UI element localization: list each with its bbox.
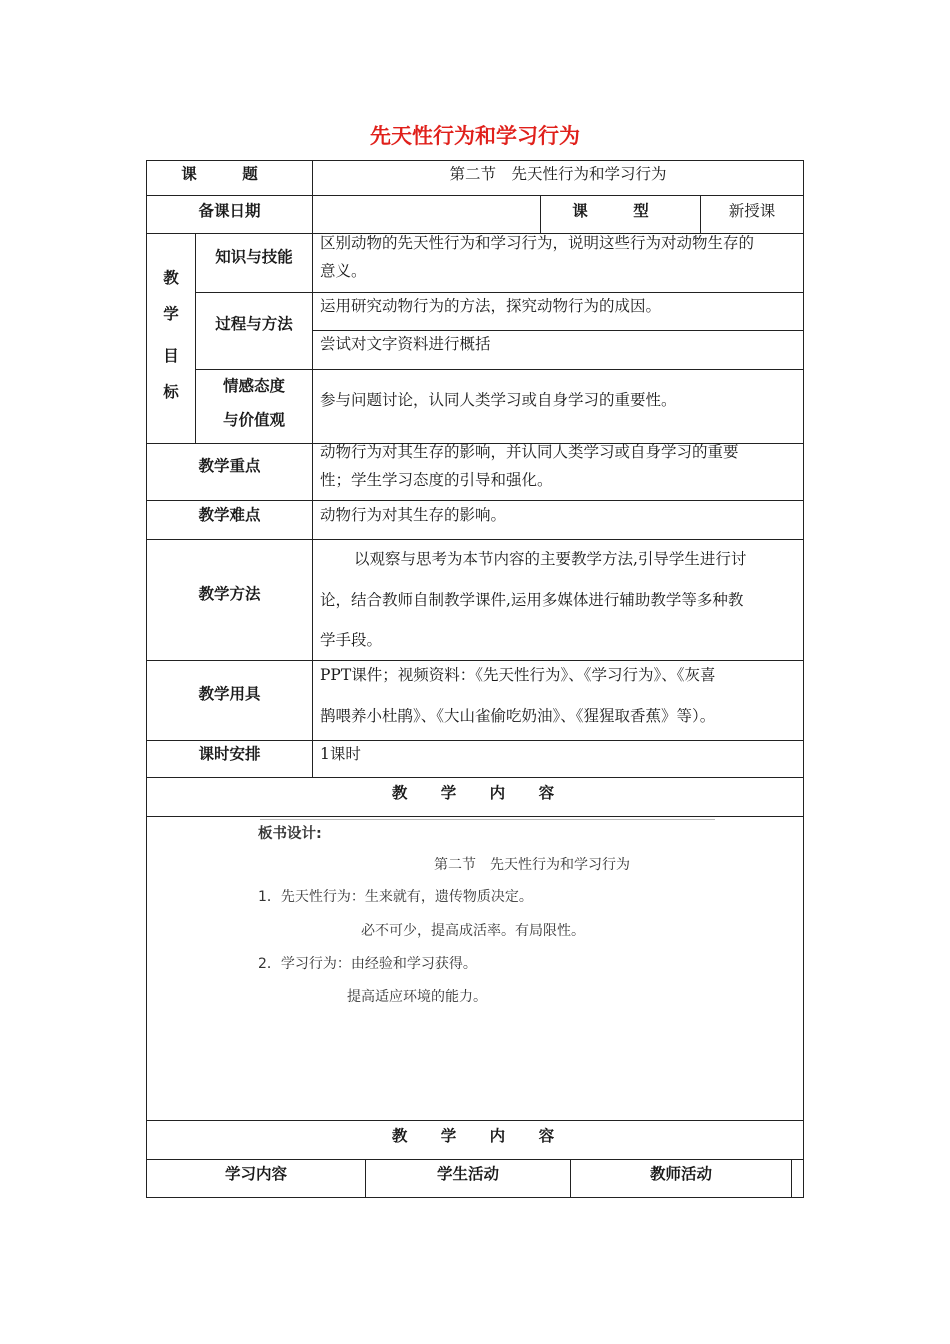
tools-value-line2: 鹊喂养小杜鹃》、《大山雀偷吃奶油》、《猩猩取香蕉》等）。 — [320, 707, 716, 725]
content-header-2: 教 学 内 容 — [391, 1127, 559, 1145]
date-label: 备课日期 — [198, 202, 261, 220]
board-heading: 板书设计: — [258, 826, 322, 842]
process-value-2: 尝试对文字资料进行概括 — [320, 335, 491, 353]
column-learning-content: 学习内容 — [224, 1165, 287, 1183]
goals-label-char-2: 学 — [163, 305, 179, 323]
type-label: 课 型 — [572, 202, 669, 220]
board-section-title: 第二节 先天性行为和学习行为 — [434, 857, 630, 873]
method-value-line1: 以观察与思考为本节内容的主要教学方法,引导学生进行讨 — [354, 550, 747, 568]
board-line-2: 必不可少，提高成活率。有局限性。 — [361, 923, 585, 939]
emotion-label-line1: 情感态度 — [222, 377, 285, 395]
knowledge-value-line1: 区别动物的先天性行为和学习行为，说明这些行为对动物生存的 — [320, 234, 755, 252]
topic-label: 课 题 — [181, 165, 278, 183]
goals-label-char-4: 标 — [163, 383, 179, 401]
topic-value: 第二节 先天性行为和学习行为 — [449, 165, 667, 183]
tools-value-line1: PPT课件；视频资料：《先天性行为》、《学习行为》、《灰喜 — [320, 666, 716, 684]
goals-label-char-3: 目 — [163, 347, 179, 365]
method-label: 教学方法 — [198, 585, 261, 603]
focus-label: 教学重点 — [198, 457, 261, 475]
column-student-activity: 学生活动 — [436, 1165, 499, 1183]
difficulty-label: 教学难点 — [198, 506, 261, 524]
schedule-value: 1课时 — [320, 745, 361, 763]
knowledge-value-line2: 意义。 — [320, 262, 367, 280]
process-label: 过程与方法 — [215, 315, 293, 333]
focus-value-line2: 性；学生学习态度的引导和强化。 — [320, 471, 553, 489]
type-value: 新授课 — [728, 202, 776, 220]
focus-value-line1: 动物行为对其生存的影响，并认同人类学习或自身学习的重要 — [320, 443, 739, 461]
schedule-label: 课时安排 — [198, 745, 261, 763]
method-value-line3: 学手段。 — [320, 631, 383, 649]
method-value-line2: 论，结合教师自制教学课件,运用多媒体进行辅助教学等多种教 — [320, 591, 744, 609]
content-header: 教 学 内 容 — [391, 784, 559, 802]
tools-label: 教学用具 — [198, 685, 261, 703]
emotion-label-line2: 与价值观 — [222, 411, 285, 429]
emotion-value: 参与问题讨论，认同人类学习或自身学习的重要性。 — [320, 391, 677, 409]
knowledge-label: 知识与技能 — [215, 248, 293, 266]
goals-label-char-1: 教 — [163, 269, 179, 287]
document-title: 先天性行为和学习行为 — [370, 124, 580, 148]
difficulty-value: 动物行为对其生存的影响。 — [320, 506, 507, 524]
process-value-1: 运用研究动物行为的方法，探究动物行为的成因。 — [320, 297, 662, 315]
board-line-1: 1．先天性行为：生来就有，遗传物质决定。 — [258, 889, 533, 905]
board-line-4: 提高适应环境的能力。 — [347, 989, 487, 1005]
board-line-3: 2．学习行为：由经验和学习获得。 — [258, 956, 477, 972]
column-teacher-activity: 教师活动 — [649, 1165, 712, 1183]
